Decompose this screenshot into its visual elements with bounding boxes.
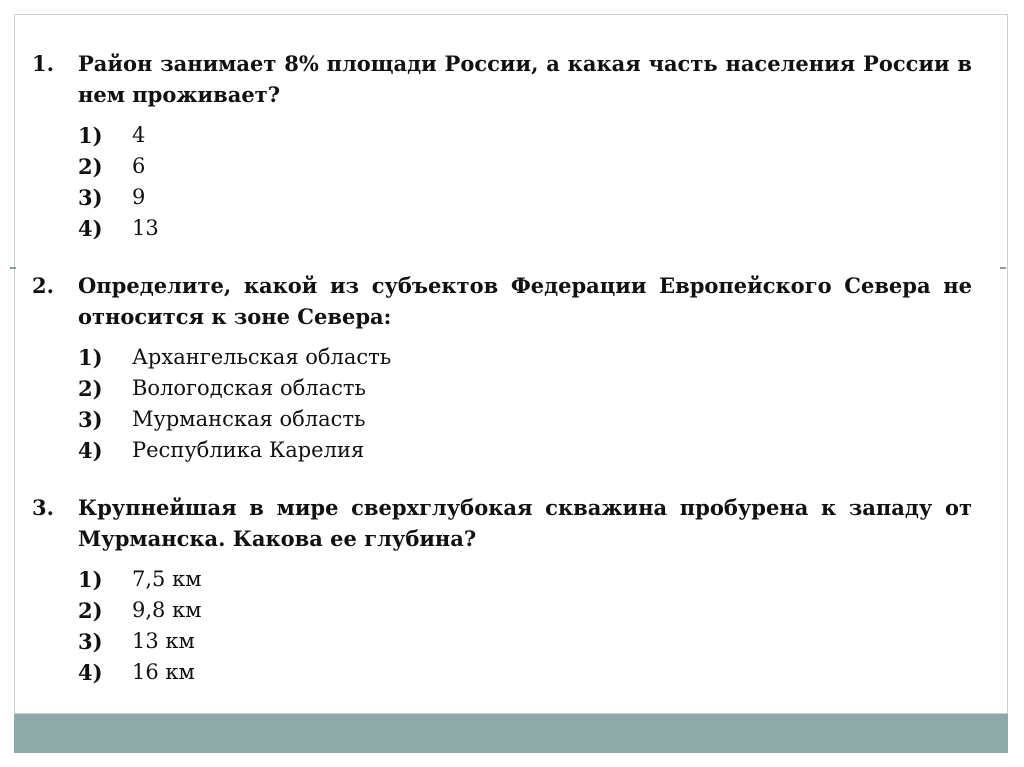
answer-option <box>78 151 972 182</box>
option-text: 6 <box>132 154 146 178</box>
option-text: Республика Карелия <box>132 438 365 462</box>
answer-option <box>78 626 972 657</box>
option-number: 2) <box>78 598 103 623</box>
answer-options <box>78 342 972 466</box>
answer-option <box>78 182 972 213</box>
answer-options <box>78 120 972 244</box>
option-text: 7,5 км <box>132 567 202 591</box>
option-number: 1) <box>78 123 103 148</box>
option-number: 2) <box>78 154 103 179</box>
answer-option <box>78 373 972 404</box>
option-number: 3) <box>78 407 103 432</box>
question-text: Крупнейшая в мире сверхглубокая скважина пробурена к западу от Мурманска. Какова ее глубина? <box>78 495 972 551</box>
option-text: 13 км <box>132 629 195 653</box>
question-number: 1. <box>32 51 54 76</box>
answer-option <box>78 342 972 373</box>
option-text: 9 <box>132 185 146 209</box>
left-edge-marker <box>10 267 16 269</box>
question-3 <box>32 492 972 704</box>
question-header <box>32 48 972 110</box>
question-number: 2. <box>32 273 54 298</box>
question-text: Район занимает 8% площади России, а какая часть населения России в нем проживает? <box>78 51 972 107</box>
question-text: Определите, какой из субъектов Федерации Европейского Севера не относится к зоне Севера: <box>78 273 972 329</box>
option-number: 2) <box>78 376 103 401</box>
question-number: 3. <box>32 495 54 520</box>
option-text: Архангельская область <box>132 345 392 369</box>
option-text: 13 <box>132 216 159 240</box>
option-number: 4) <box>78 216 103 241</box>
footer-band <box>14 714 1008 753</box>
option-number: 1) <box>78 567 103 592</box>
question-1 <box>32 48 972 260</box>
option-text: 16 км <box>132 660 195 684</box>
answer-option <box>78 435 972 466</box>
answer-option <box>78 657 972 688</box>
option-text: 4 <box>132 123 146 147</box>
option-number: 4) <box>78 438 103 463</box>
question-2 <box>32 270 972 482</box>
right-edge-marker <box>1000 267 1006 269</box>
question-header <box>32 270 972 332</box>
question-header <box>32 492 972 554</box>
option-number: 4) <box>78 660 103 685</box>
answer-option <box>78 213 972 244</box>
option-text: 9,8 км <box>132 598 202 622</box>
option-number: 1) <box>78 345 103 370</box>
answer-option <box>78 404 972 435</box>
option-text: Мурманская область <box>132 407 366 431</box>
option-text: Вологодская область <box>132 376 366 400</box>
answer-option <box>78 595 972 626</box>
option-number: 3) <box>78 185 103 210</box>
option-number: 3) <box>78 629 103 654</box>
answer-option <box>78 120 972 151</box>
answer-options <box>78 564 972 688</box>
answer-option <box>78 564 972 595</box>
